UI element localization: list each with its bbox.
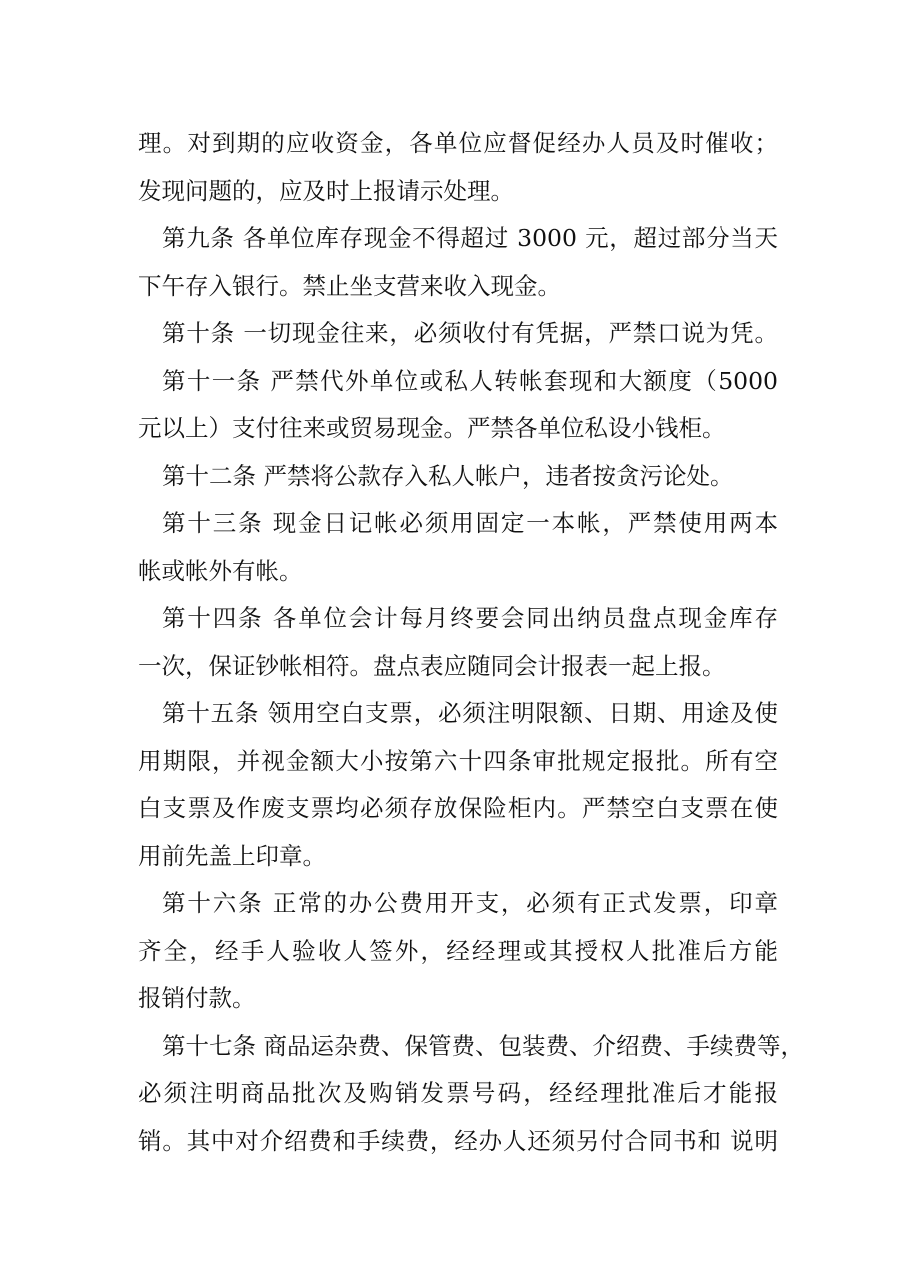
text-line: 第十六条 正常的办公费用开支，必须有正式发票，印章 (162, 889, 778, 917)
text-line: 第十三条 现金日记帐必须用固定一本帐，严禁使用两本 (162, 509, 778, 537)
text-line: 用期限，并视金额大小按第六十四条审批规定报批。所有空 (138, 746, 778, 775)
text-line: 元以上）支付往来或贸易现金。严禁各单位私设小钱柜。 (138, 414, 726, 442)
text-line: 第十四条 各单位会计每月终要会同出纳员盘点现金库存 (162, 604, 778, 632)
text-line: 第十条 一切现金往来，必须收付有凭据，严禁口说为凭。 (162, 319, 778, 347)
text-line: 报销付款。 (138, 984, 256, 1012)
text-line: 帐或帐外有帐。 (138, 556, 303, 585)
text-line: 发现问题的，应及时上报请示处理。 (138, 176, 514, 205)
text-line: 第十五条 领用空白支票，必须注明限额、日期、用途及使 (162, 699, 778, 727)
document-body (138, 120, 804, 1165)
text-line: 必须注明商品批次及购销发票号码，经经理批准后才能报 (138, 1079, 778, 1107)
text-line: 齐全，经手人验收人签外，经经理或其授权人批准后方能 (138, 936, 778, 965)
text-line: 用前先盖上印章。 (138, 841, 326, 870)
text-line: 第九条 各单位库存现金不得超过 3000 元，超过部分当天 (162, 224, 778, 252)
text-line: 下午存入银行。禁止坐支营来收入现金。 (138, 271, 561, 300)
text-line: 销。其中对介绍费和手续费，经办人还须另付合同书和 说明 (138, 1126, 778, 1155)
text-line: 理。对到期的应收资金，各单位应督促经办人员及时催收； (138, 129, 778, 157)
text-line: 白支票及作废支票均必须存放保险柜内。严禁空白支票在使 (138, 794, 778, 822)
text-line: 第十七条 商品运杂费、保管费、包装费、介绍费、手续费等， (162, 1031, 804, 1060)
text-line: 第十一条 严禁代外单位或私人转帐套现和大额度（5000 (162, 366, 778, 395)
text-line: 第十二条 严禁将公款存入私人帐户，违者按贪污论处。 (162, 461, 734, 490)
text-line: 一次，保证钞帐相符。盘点表应随同会计报表一起上报。 (138, 651, 726, 680)
